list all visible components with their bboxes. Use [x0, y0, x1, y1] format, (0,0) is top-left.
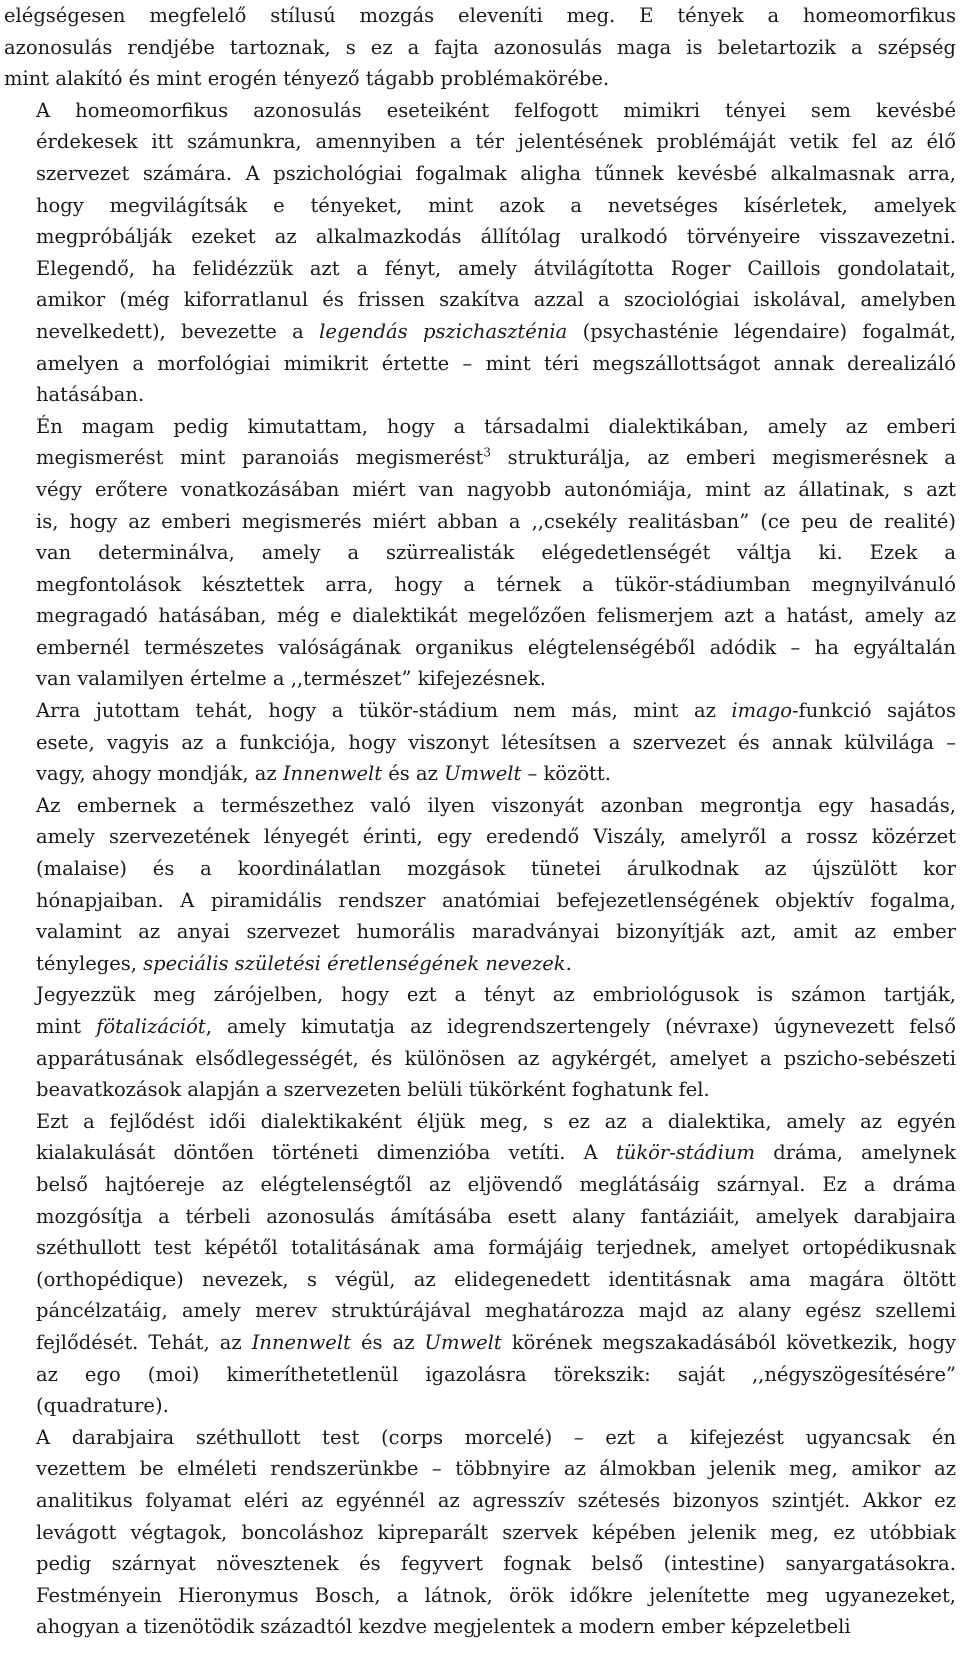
- text-run: végy erőtere vonatkozásában miért van nagyobb autonómiája, mint az állatinak, s azt: [36, 477, 956, 501]
- text-run: érdekesek itt számunkra, amennyiben a tér jelentésének problémáját vetik fel az élő: [36, 130, 956, 154]
- text-line: [4, 63, 956, 95]
- text-run: .: [565, 951, 572, 975]
- text-run: és az: [350, 1330, 425, 1354]
- text-run: kialakulását döntően történeti dimenzióba vetíti. A: [36, 1141, 616, 1165]
- text-run: hónapjaiban. A piramidális rendszer anatómiai befejezetlenségének objektív fogalma,: [36, 888, 956, 912]
- italic-run: fötalizációt: [96, 1015, 206, 1038]
- text-run: azonosulás rendjébe tartoznak, s ez a fajta azonosulás maga is beletartozik a szépség: [4, 35, 956, 59]
- text-line: [4, 1264, 956, 1296]
- text-line: [4, 474, 956, 506]
- text-run: és az: [382, 762, 445, 786]
- text-run: esete, vagyis az a funkciója, hogy viszonyt létesítsen a szervezet és annak külvilága –: [36, 730, 956, 754]
- paragraph: [4, 790, 956, 980]
- text-run: (malaise) és a koordinálatlan mozgások tünetei árulkodnak az újszülött kor: [36, 857, 956, 881]
- text-run: Elegendő, ha felidézzük azt a fényt, amely átvilágította Roger Caillois gondolatait,: [36, 256, 956, 280]
- text-run: vagy, ahogy mondják, az: [36, 762, 283, 786]
- text-run: Ezt a fejlődést idői dialektikaként éljük meg, s ez az a dialektika, amely az egyén: [36, 1109, 956, 1133]
- text-run: is, hogy az emberi megismerés miért abban a ,,csekély realitásban” (ce peu de realité): [36, 509, 956, 533]
- text-line: [4, 537, 956, 569]
- text-run: mozgósítja a térbeli azonosulás ámításába esett alany fantáziáit, amelyek darabjaira: [36, 1204, 956, 1228]
- italic-run: Innenwelt: [282, 762, 383, 786]
- text-run: A homeomorfikus azonosulás eseteiként felfogott mimikri tényei sem kevésbé: [36, 98, 956, 122]
- text-run: levágott végtagok, boncoláshoz kipreparált szervek képében jelenik meg, ez utóbbiak: [36, 1520, 956, 1544]
- text-line: [4, 1106, 956, 1138]
- paragraph: [4, 95, 956, 411]
- text-run: – között.: [521, 762, 611, 786]
- text-run: analitikus folyamat eléri az egyénnél az agresszív szétesés bizonyos szintjét. Akkor ez: [36, 1488, 956, 1512]
- paragraph: [4, 1106, 956, 1422]
- text-run: beavatkozások alapján a szervezeten belüli tükörként foghatunk fel.: [36, 1078, 710, 1102]
- text-line: [4, 1453, 956, 1485]
- text-line: [4, 506, 956, 538]
- text-run: körének megszakadásából következik, hogy: [501, 1330, 956, 1354]
- text-run: , amely kimutatja az idegrendszertengely (névraxe) úgynevezett felső: [205, 1015, 956, 1038]
- text-line: [4, 758, 956, 790]
- text-line: [4, 284, 956, 316]
- text-run: mint alakító és mint erogén tényező tágabb problémakörébe.: [4, 67, 610, 91]
- text-line: [4, 1517, 956, 1549]
- text-line: [4, 1137, 956, 1169]
- text-run: megragadó hatásában, még e dialektikát megelőzően felismerjem azt a hatást, amely az: [36, 604, 956, 628]
- text-run: strukturálja, az emberi megismerésnek a: [490, 446, 956, 470]
- text-line: [4, 948, 956, 980]
- text-run: belső hajtóereje az elégtelenségtől az eljövendő meglátásáig szárnyal. Ez a dráma: [36, 1172, 956, 1196]
- text-line: [4, 95, 956, 127]
- text-line: [4, 1295, 956, 1327]
- text-line: [4, 600, 956, 632]
- text-line: [4, 1201, 956, 1233]
- text-line: [4, 442, 956, 474]
- text-run: megpróbálják ezeket az alkalmazkodás állítólag uralkodó törvényeire visszavezetni.: [36, 225, 956, 249]
- text-line: [4, 1074, 956, 1106]
- text-line: [4, 727, 956, 759]
- paragraph: [4, 695, 956, 790]
- text-run: (orthopédique) nevezek, s végül, az elidegenedett identitásnak ama magára öltött: [36, 1267, 956, 1291]
- text-line: [4, 1011, 956, 1043]
- text-run: (psychasténie légendaire) fogalmát,: [567, 319, 956, 343]
- text-line: [4, 885, 956, 917]
- text-line: [4, 1359, 956, 1391]
- text-run: mint: [36, 1015, 97, 1038]
- text-line: [4, 979, 956, 1011]
- text-run: van valamilyen értelme a ,,természet” kifejezésnek.: [36, 667, 546, 691]
- text-run: hogy megvilágítsák e tényeket, mint azok a nevetséges kísérletek, amelyek: [36, 193, 956, 217]
- text-line: [4, 158, 956, 190]
- text-line: [4, 790, 956, 822]
- text-line: [4, 569, 956, 601]
- text-run: pedig szárnyat növesztenek és fegyvert fognak belső (intestine) sanyargatásokra.: [36, 1552, 956, 1576]
- text-line: [4, 1485, 956, 1517]
- text-line: [4, 32, 956, 64]
- paragraph: [4, 411, 956, 695]
- text-run: embernél természetes valóságának organikus elégtelenségéből adódik – ha egyáltalán: [36, 635, 956, 659]
- text-line: [4, 1390, 956, 1422]
- text-line: [4, 916, 956, 948]
- text-run: ahogyan a tizenötödik századtól kezdve megjelentek a modern ember képzeletbeli: [36, 1615, 851, 1639]
- text-run: páncélzatáig, amely merev struktúrájával meghatározza majd az alany egész szellemi: [36, 1299, 956, 1323]
- text-line: [4, 632, 956, 664]
- italic-run: legendás pszichaszténia: [319, 319, 568, 343]
- text-line: [4, 1169, 956, 1201]
- text-run: széthullott test képétől totalitásának ama formájáig terjednek, amelyet ortopédikusnak: [36, 1236, 956, 1260]
- text-run: apparátusának elsődlegességét, és különösen az agykérgét, amelyet a pszicho-sebészeti: [36, 1046, 956, 1070]
- text-run: -funkció sajátos: [791, 699, 956, 723]
- italic-run: speciális születési éretlenségének nevezek: [143, 951, 566, 975]
- text-run: valamint az anyai szervezet humorális maradványai bizonyítják azt, amit az ember: [36, 920, 956, 944]
- text-line: [4, 221, 956, 253]
- text-run: dráma, amelynek: [755, 1141, 956, 1165]
- text-run: fejlődését. Tehát, az: [36, 1330, 252, 1354]
- text-line: [4, 695, 956, 727]
- text-line: [4, 411, 956, 443]
- text-run: nevelkedett), bevezette a: [36, 319, 320, 343]
- text-line: [4, 1611, 956, 1643]
- text-run: (quadrature).: [36, 1394, 169, 1418]
- italic-run: Umwelt: [444, 762, 522, 786]
- paragraph: [4, 979, 956, 1105]
- text-line: [4, 379, 956, 411]
- text-run: az ego (moi) kimeríthetetlenül igazolásra törekszik: saját ,,négyszögesítésére”: [36, 1362, 956, 1386]
- italic-run: imago: [731, 699, 792, 723]
- text-line: [4, 1043, 956, 1075]
- text-line: [4, 253, 956, 285]
- text-run: amely szervezetének lényegét érinti, egy eredendő Viszály, amelyről a rossz közérzet: [36, 825, 956, 849]
- italic-run: Umwelt: [424, 1330, 502, 1354]
- text-run: megfontolások késztettek arra, hogy a térnek a tükör-stádiumban megnyilvánuló: [36, 572, 956, 596]
- text-line: [4, 0, 956, 32]
- text-line: [4, 1580, 956, 1612]
- footnote-ref: 3: [483, 445, 491, 460]
- text-run: amelyen a morfológiai mimikrit értette – mint téri megszállottságot annak derealizáló: [36, 351, 956, 375]
- text-line: [4, 1232, 956, 1264]
- text-run: vezettem be elméleti rendszerünkbe – többnyire az álmokban jelenik meg, amikor az: [36, 1457, 956, 1481]
- text-line: [4, 316, 956, 348]
- text-line: [4, 821, 956, 853]
- text-line: [4, 126, 956, 158]
- text-line: [4, 348, 956, 380]
- paragraph: [4, 0, 956, 95]
- text-line: [4, 1327, 956, 1359]
- text-run: van determinálva, amely a szürrealisták elégedetlenségét váltja ki. Ezek a: [36, 541, 956, 565]
- text-run: Festményein Hieronymus Bosch, a látnok, örök időkre jelenítette meg ugyanezeket,: [36, 1583, 956, 1607]
- text-run: megismerést mint paranoiás megismerést: [36, 446, 484, 470]
- text-run: hatásában.: [36, 383, 145, 407]
- text-run: szervezet számára. A pszichológiai fogalmak aligha tűnnek kevésbé alkalmasnak arra,: [36, 161, 956, 185]
- italic-run: Innenwelt: [251, 1330, 351, 1354]
- text-line: [4, 190, 956, 222]
- paragraph: [4, 1422, 956, 1643]
- text-line: [4, 663, 956, 695]
- text-run: elégségesen megfelelő stílusú mozgás eleveníti meg. E tények a homeomorfikus: [4, 4, 956, 27]
- text-run: Arra jutottam tehát, hogy a tükör-stádium nem más, mint az: [36, 699, 732, 723]
- text-run: A darabjaira széthullott test (corps morcelé) – ezt a kifejezést ugyancsak én: [36, 1425, 956, 1449]
- text-run: Én magam pedig kimutattam, hogy a társadalmi dialektikában, amely az emberi: [36, 414, 956, 438]
- text-line: [4, 853, 956, 885]
- text-line: [4, 1422, 956, 1454]
- text-line: [4, 1548, 956, 1580]
- text-run: Az embernek a természethez való ilyen viszonyát azonban megrontja egy hasadás,: [36, 793, 956, 817]
- text-run: amikor (még kiforratlanul és frissen szakítva azzal a szociológiai iskolával, amelyben: [36, 288, 956, 312]
- text-run: Jegyezzük meg zárójelben, hogy ezt a tényt az embriológusok is számon tartják,: [36, 983, 956, 1007]
- italic-run: tükör-stádium: [615, 1141, 756, 1165]
- text-run: tényleges,: [36, 951, 144, 975]
